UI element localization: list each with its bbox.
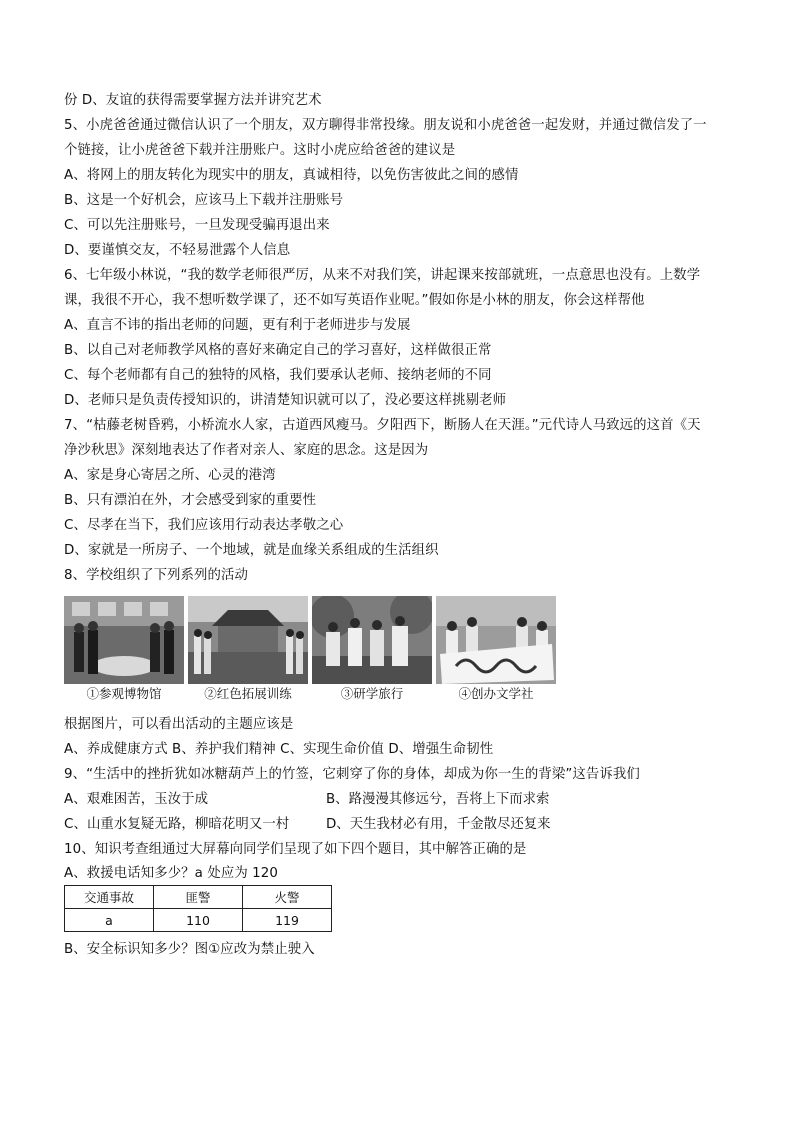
- literature-club-photo: [436, 596, 556, 684]
- question-7-stem-cont: 净沙秋思》深刻地表达了作者对亲人、家庭的思念。这是因为: [64, 443, 429, 458]
- table-header-cell: 匪警: [154, 886, 243, 909]
- question-7-stem: 7、“枯藤老树昏鸦，小桥流水人家，古道西风瘦马。夕阳西下，断肠人在天涯。”元代诗人马致远的这首《天: [64, 418, 701, 433]
- study-tour-photo: [312, 596, 432, 684]
- table-cell: a: [65, 909, 154, 932]
- question-7-option-d: D、家就是一所房子、一个地域，就是血缘关系组成的生活组织: [64, 543, 439, 558]
- table-row: [65, 909, 332, 932]
- table-row: [65, 886, 332, 909]
- question-7-option-a: A、家是身心寄居之所、心灵的港湾: [64, 468, 276, 483]
- question-7-option-c: C、尽孝在当下，我们应该用行动表达孝敬之心: [64, 518, 344, 533]
- text-line: 份 D、友谊的获得需要掌握方法并讲究艺术: [64, 93, 322, 108]
- activity-photo-strip: [64, 596, 560, 706]
- question-6-option-a: A、直言不讳的指出老师的问题，更有利于老师进步与发展: [64, 318, 411, 333]
- table-cell: 119: [243, 909, 332, 932]
- question-6-option-d: D、老师只是负责传授知识的，讲清楚知识就可以了，没必要这样挑剔老师: [64, 393, 507, 408]
- question-9-option-a: A、艰难困苦，玉汝于成: [64, 792, 209, 807]
- question-5-option-b: B、这是一个好机会，应该马上下载并注册账号: [64, 193, 344, 208]
- question-5-stem: 5、小虎爸爸通过微信认识了一个朋友，双方聊得非常投缘。朋友说和小虎爸爸一起发财，并通过微信发了一: [64, 118, 707, 133]
- question-9-option-b: B、路漫漫其修远兮，吾将上下而求索: [326, 792, 550, 807]
- red-training-photo: [188, 596, 308, 684]
- table-header-cell: 火警: [243, 886, 332, 909]
- question-8-prompt: 根据图片，可以看出活动的主题应该是: [64, 717, 294, 732]
- question-6-stem: 6、七年级小林说，“我的数学老师很严厉，从来不对我们笑，讲起课来按部就班，一点意思也没有。上数学: [64, 268, 701, 283]
- question-6-option-b: B、以自己对老师教学风格的喜好来确定自己的学习喜好，这样做很正常: [64, 343, 492, 358]
- question-5-option-c: C、可以先注册账号，一旦发现受骗再退出来: [64, 218, 330, 233]
- museum-visit-photo: [64, 596, 184, 684]
- question-8-options: A、养成健康方式 B、养护我们精神 C、实现生命价值 D、增强生命韧性: [64, 742, 494, 757]
- question-6-option-c: C、每个老师都有自己的独特的风格，我们要承认老师、接纳老师的不同: [64, 368, 492, 383]
- question-7-option-b: B、只有漂泊在外，才会感受到家的重要性: [64, 493, 317, 508]
- question-9-option-c: C、山重水复疑无路，柳暗花明又一村: [64, 817, 290, 832]
- question-10-stem: 10、知识考查组通过大屏幕向同学们呈现了如下四个题目，其中解答正确的是: [64, 842, 527, 857]
- question-9-option-d: D、天生我材必有用，千金散尽还复来: [326, 817, 551, 832]
- photo-caption: ②红色拓展训练: [204, 686, 292, 701]
- question-9-stem: 9、“生活中的挫折犹如冰糖葫芦上的竹签，它刺穿了你的身体，却成为你一生的背梁”这告诉我们: [64, 767, 640, 782]
- emergency-phone-table: [64, 885, 332, 932]
- question-6-stem-cont: 课，我很不开心，我不想听数学课了，还不如写英语作业呢。”假如你是小林的朋友，你会这样帮他: [64, 293, 645, 308]
- question-10-option-b: B、安全标识知多少？图①应改为禁止驶入: [64, 942, 315, 957]
- question-10-option-a: A、救援电话知多少？a 处应为 120: [64, 866, 279, 881]
- photo-caption: ①参观博物馆: [86, 686, 162, 701]
- question-5-option-d: D、要谨慎交友，不轻易泄露个人信息: [64, 243, 291, 258]
- photo-caption: ④创办文学社: [458, 686, 534, 701]
- question-8-stem: 8、学校组织了下列系列的活动: [64, 568, 248, 583]
- table-cell: 110: [154, 909, 243, 932]
- table-header-cell: 交通事故: [65, 886, 154, 909]
- photo-caption: ③研学旅行: [340, 686, 404, 701]
- question-5-stem-cont: 个链接，让小虎爸爸下载并注册账户。这时小虎应给爸爸的建议是: [64, 143, 456, 158]
- question-5-option-a: A、将网上的朋友转化为现实中的朋友，真诚相待，以免伤害彼此之间的感情: [64, 168, 519, 183]
